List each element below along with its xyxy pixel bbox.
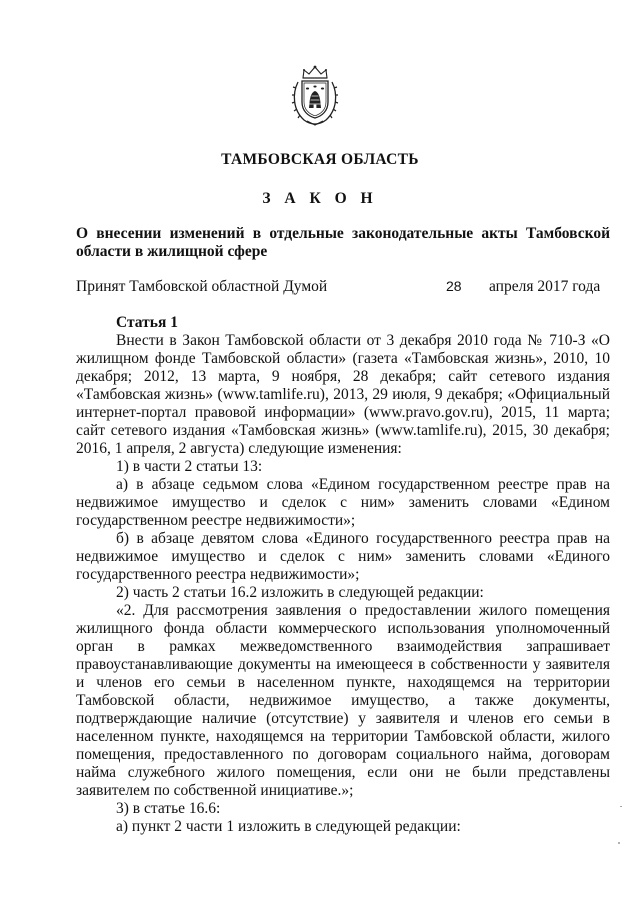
article-item-1b: б) в абзаце девятом слова «Единого государственного реестра прав на недвижимое имущество и сделок с ним» заменить словами «Единого государственного реестра недвижимости»; [76, 530, 610, 583]
article-heading: Статья 1 [116, 314, 178, 331]
article-item-1: 1) в части 2 статьи 13: [116, 458, 263, 475]
adoption-day: 28 [446, 278, 462, 294]
article-paragraph-intro: Внести в Закон Тамбовской области от 3 декабря 2010 года № 710-З «О жилищном фонде Тамбовской области» (газета «Тамбовская жизнь», 2010, 10 декабря; 2012, 13 марта, 9 ноября, 28 декабря; сайт сетевого издания «Тамбовская жизнь» (www.tamlife.ru), 2013, 29 июля, 9 декабря; «Официальный интернет-портал правовой информации» (www.pravo.gov.ru), 2015, 11 марта; сайт сетевого издания «Тамбовская жизнь» (www.tamlife.ru), 2015, 30 декабря; 2016, 1 апреля, 2 августа) следующие изменения: [76, 332, 610, 457]
article-item-3a: а) пункт 2 части 1 изложить в следующей редакции: [116, 818, 461, 835]
scan-speck [618, 842, 620, 844]
article-item-1a: а) в абзаце седьмом слова «Едином государственном реестре прав на недвижимое имущество и сделок с ним» заменить словами «Едином государственном реестре недвижимости»; [76, 476, 610, 529]
adoption-line [76, 278, 610, 296]
law-type-heading: З А К О Н [262, 190, 378, 207]
article-item-2: 2) часть 2 статьи 16.2 изложить в следующей редакции: [116, 584, 484, 601]
law-title: О внесении изменений в отдельные законодательные акты Тамбовской области в жилищной сфере [76, 225, 610, 260]
article-item-2-text: «2. Для рассмотрения заявления о предоставлении жилого помещения жилищного фонда области коммерческого использования уполномоченный орган в рамках межведомственного взаимодействия запрашивает правоустанавливающие документы на имеющееся в собственности у заявителя и членов его семьи в населенном пункте, находящемся на территории Тамбовской области, недвижимое имущество, а также документы, подтверждающие наличие (отсутствие) у заявителя и членов его семьи в населенном пункте, находящемся на территории Тамбовской области, жилого помещения, предоставленного по договорам социального найма, договорам найма служебного жилого помещения, если они не были представлены заявителем по собственной инициативе.»; [76, 602, 610, 799]
region-heading: ТАМБОВСКАЯ ОБЛАСТЬ [221, 151, 419, 168]
article-body [76, 314, 610, 836]
scan-speck [620, 806, 622, 807]
coat-of-arms-icon [290, 64, 340, 126]
adoption-month-year: апреля 2017 года [489, 278, 601, 295]
article-item-3: 3) в статье 16.6: [116, 800, 221, 817]
adoption-label: Принят Тамбовской областной Думой [76, 278, 328, 295]
